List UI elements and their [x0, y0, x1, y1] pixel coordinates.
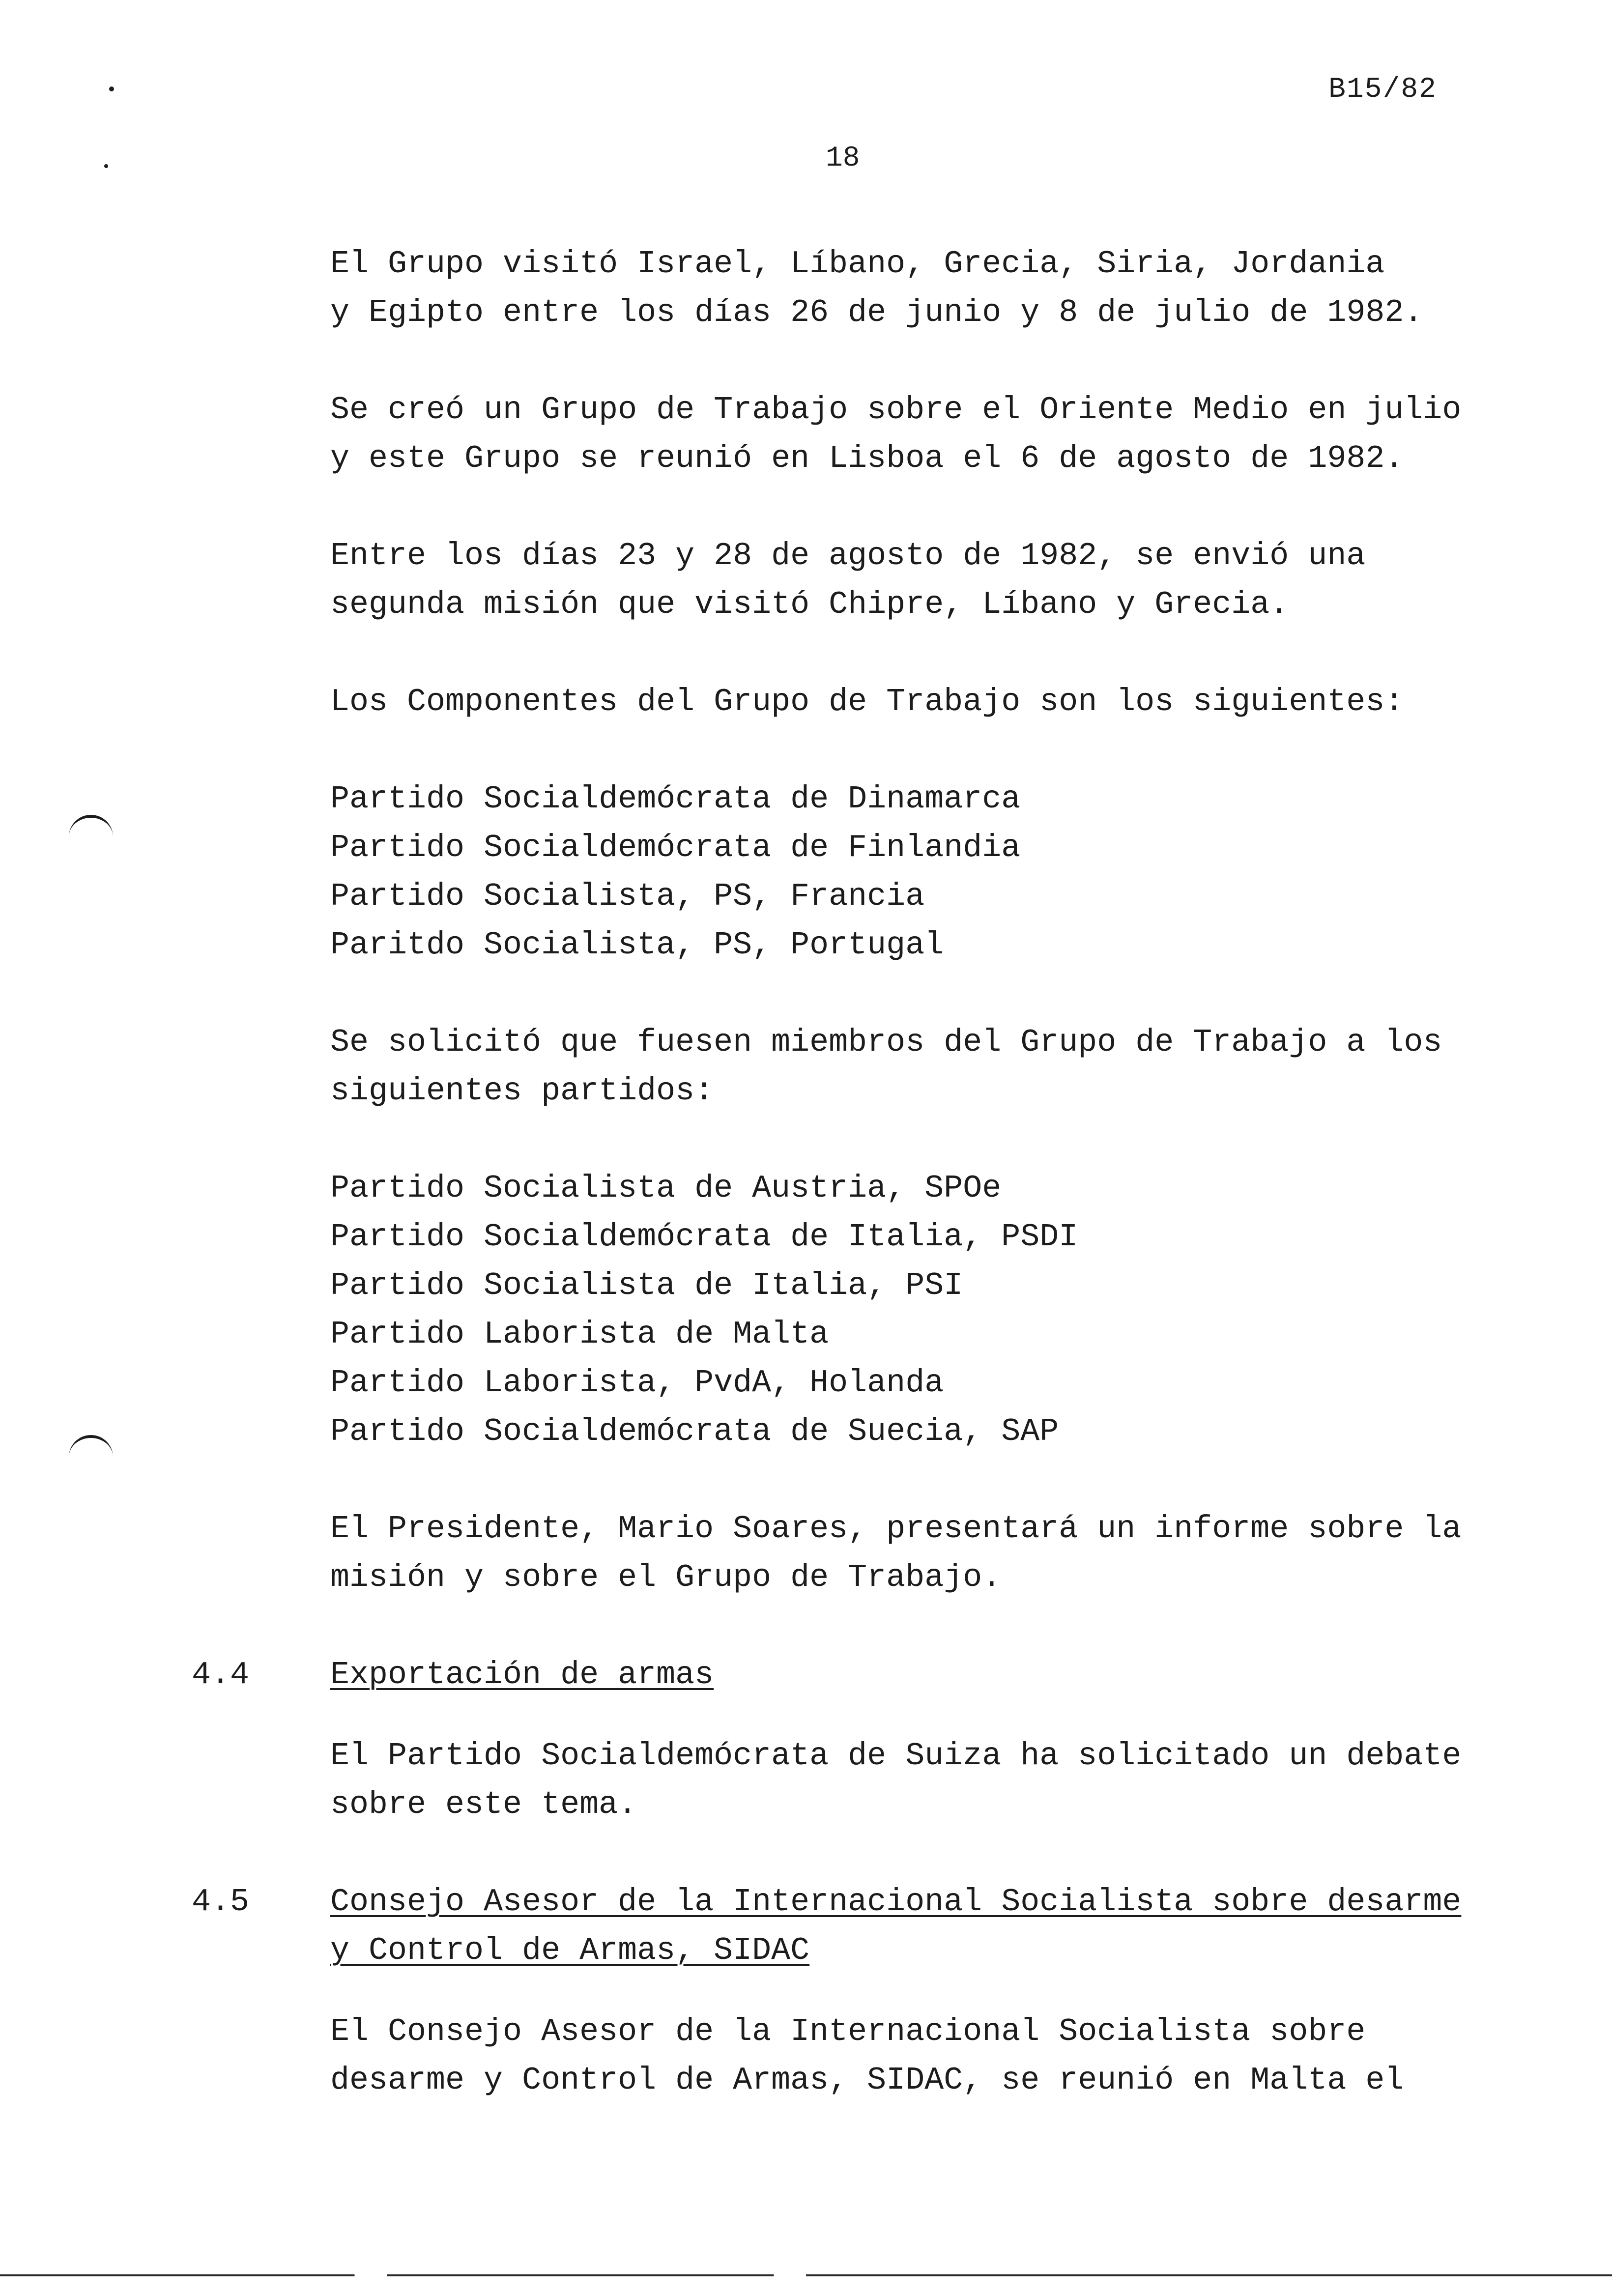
- page-number: 18: [826, 143, 860, 174]
- text-line: y Egipto entre los días 26 de junio y 8 de julio de 1982.: [330, 294, 1423, 331]
- paragraph-second-mission: [330, 532, 1520, 629]
- paragraph-working-group: [330, 386, 1520, 483]
- document-body: [192, 240, 1520, 2153]
- section-heading-4-4: [192, 1651, 1520, 1699]
- text-line: segunda misión que visitó Chipre, Líbano y Grecia.: [330, 586, 1289, 623]
- scan-speck: [109, 86, 114, 91]
- list-item: Partido Socialista de Austria, SPOe: [330, 1170, 1002, 1206]
- paragraph-sidac: [330, 2008, 1520, 2105]
- list-item: Partido Socialdemócrata de Finlandia: [330, 830, 1021, 866]
- binder-hole-mark: [69, 815, 113, 837]
- text-line: El Partido Socialdemócrata de Suiza ha solicitado un debate: [330, 1738, 1462, 1774]
- text-line: sobre este tema.: [330, 1786, 637, 1823]
- paragraph-president-report: [330, 1505, 1520, 1602]
- binder-hole-mark: [69, 1435, 113, 1458]
- list-item: Paritdo Socialista, PS, Portugal: [330, 927, 944, 963]
- paragraph-arms-export: [330, 1732, 1520, 1829]
- text-line: y este Grupo se reunió en Lisboa el 6 de agosto de 1982.: [330, 440, 1404, 477]
- section-title: y Control de Armas, SIDAC: [330, 1932, 810, 1969]
- list-item: Partido Socialdemócrata de Dinamarca: [330, 781, 1021, 817]
- paragraph-request-intro: [330, 1018, 1520, 1116]
- list-item: Partido Socialdemócrata de Italia, PSDI: [330, 1219, 1078, 1255]
- section-number: 4.4: [192, 1657, 250, 1693]
- list-member-parties: [330, 775, 1520, 970]
- section-heading-4-5: [192, 1878, 1520, 1975]
- section-number: 4.5: [192, 1884, 250, 1920]
- text-line: El Consejo Asesor de la Internacional Socialista sobre: [330, 2013, 1366, 2050]
- text-line: siguientes partidos:: [330, 1073, 714, 1109]
- list-item: Partido Laborista de Malta: [330, 1316, 829, 1352]
- text-line: Los Componentes del Grupo de Trabajo son los siguientes:: [330, 684, 1404, 720]
- text-line: Se solicitó que fuesen miembros del Grupo de Trabajo a los: [330, 1024, 1442, 1061]
- list-item: Partido Socialista, PS, Francia: [330, 878, 925, 915]
- paragraph-components-intro: [330, 678, 1520, 726]
- scan-speck: [104, 164, 108, 168]
- text-line: El Presidente, Mario Soares, presentará un informe sobre la: [330, 1511, 1462, 1547]
- page-bottom-rule: [0, 2274, 1612, 2276]
- section-title: Consejo Asesor de la Internacional Socialista sobre desarme: [330, 1884, 1462, 1920]
- text-line: Se creó un Grupo de Trabajo sobre el Oriente Medio en julio: [330, 392, 1462, 428]
- paragraph-mission-visit: [330, 240, 1520, 337]
- list-item: Partido Laborista, PvdA, Holanda: [330, 1365, 944, 1401]
- list-item: Partido Socialdemócrata de Suecia, SAP: [330, 1413, 1059, 1450]
- list-item: Partido Socialista de Italia, PSI: [330, 1267, 963, 1304]
- list-requested-parties: [330, 1164, 1520, 1456]
- text-line: desarme y Control de Armas, SIDAC, se reunió en Malta el: [330, 2062, 1404, 2098]
- document-reference: B15/82: [1328, 74, 1437, 106]
- text-line: misión y sobre el Grupo de Trabajo.: [330, 1559, 1002, 1596]
- text-line: Entre los días 23 y 28 de agosto de 1982, se envió una: [330, 538, 1366, 574]
- section-title: Exportación de armas: [330, 1657, 714, 1693]
- text-line: El Grupo visitó Israel, Líbano, Grecia, Siria, Jordania: [330, 246, 1385, 282]
